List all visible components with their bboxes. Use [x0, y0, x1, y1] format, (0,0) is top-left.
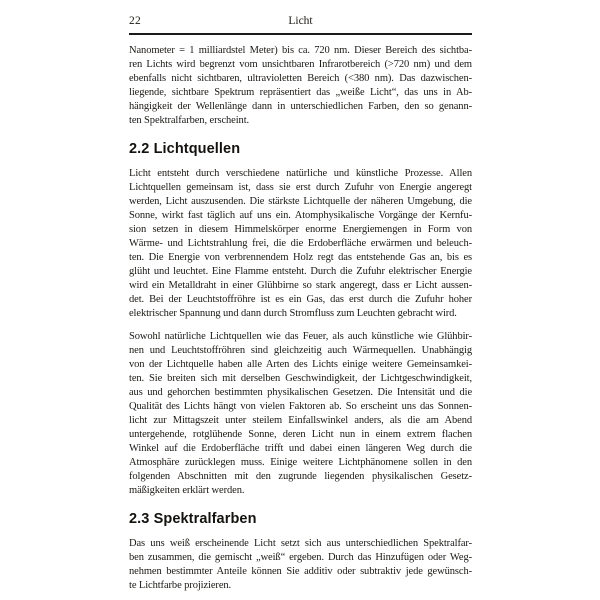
text-line: Sowohl natürliche Lichtquellen wie das Feuer, als auch künstliche wie Glühbir-: [129, 331, 472, 342]
header-rule: [129, 33, 472, 35]
text-line: aus und gehorchen bestimmten physikalischen Gesetzen. Die Intensität und die: [129, 387, 472, 398]
text-line: nehmen bestimmter Anteile können Sie additiv oder subtraktiv jede gewünsch-: [129, 566, 472, 577]
text-line: Wärme- und Lichtstrahlung frei, die die Erdoberfläche erwärmen und beleuch-: [129, 238, 472, 249]
text-line: Nanometer = 1 milliardstel Meter) bis ca. 720 nm. Dieser Bereich des sichtba-: [129, 45, 472, 56]
section-heading-lichtquellen: 2.2 Lichtquellen: [129, 141, 241, 157]
text-line: ren Lichts wird begrenzt vom unsichtbaren Infrarotbereich (>720 nm) und dem: [129, 59, 472, 70]
text-line: Licht entsteht durch verschiedene natürliche und künstliche Prozesse. Allen: [129, 168, 472, 179]
page-number: 22: [129, 15, 142, 27]
text-line: te Lichtfarbe projizieren.: [129, 580, 232, 591]
intro-paragraph: [129, 44, 472, 128]
text-line: ebenfalls nicht sichtbaren, ultravioletten Bereich (<380 nm). Das dazwischen-: [129, 73, 472, 84]
section-heading-spektralfarben: 2.3 Spektralfarben: [129, 511, 257, 527]
text-line: Qualität des Lichts hängt von vielen Faktoren ab. So erscheint uns das Sonnen-: [129, 401, 472, 412]
text-line: Atmosphäre zurücklegen muss. Einige weitere Lichtphänomene sollen in den: [129, 457, 472, 468]
text-line: liegende, sichtbare Spektrum repräsentiert das „weiße Licht“, das uns in Ab-: [129, 87, 472, 98]
text-line: ben zusammen, die gemischt „weiß“ ergeben. Durch das Hinzufügen oder Weg-: [129, 552, 472, 563]
text-line: mäßigkeiten erklärt werden.: [129, 485, 245, 496]
text-line: hängigkeit der Wellenlänge dann in unterschiedlichen Farben, den so genann-: [129, 101, 472, 112]
text-line: Winkel auf die Erdoberfläche trifft und dabei einen längeren Weg durch die: [129, 443, 472, 454]
text-line: licht zur Mittagszeit unter steilem Einfallswinkel anders, als die am Abend: [129, 415, 472, 426]
text-line: glüht und leuchtet. Eine Flamme entsteht. Durch die Zufuhr elektrischer Energie: [129, 266, 472, 277]
text-line: ten Spektralfarben, erscheint.: [129, 115, 250, 126]
text-line: untergehende, rotglühende Sonne, deren Licht nun in einem extrem flachen: [129, 429, 472, 440]
paragraph-lichtquellen-2: [129, 330, 472, 498]
text-column: [129, 15, 472, 593]
text-line: elektrischer Spannung und dann durch Stromfluss zum Leuchten gebracht wird.: [129, 308, 457, 319]
paragraph-spektralfarben-1: [129, 537, 472, 593]
page-header: [129, 15, 472, 33]
text-line: sion setzen in diesem Himmelskörper enorme Energiemengen in Form von: [129, 224, 472, 235]
text-line: Das uns weiß erscheinende Licht setzt sich aus unterschiedlichen Spektralfar-: [129, 538, 472, 549]
text-line: nen und Leuchtstoffröhren sind gleichzeitig auch Wärmequellen. Unabhängig: [129, 345, 472, 356]
running-title: Licht: [288, 15, 313, 27]
text-line: Lichtquellen gemeinsam ist, dass sie erst durch Zufuhr von Energie angeregt: [129, 182, 472, 193]
text-line: det. Bei der Leuchtstoffröhre ist es ein Gas, das erst durch die Zufuhr hoher: [129, 294, 472, 305]
text-line: folgenden Abschnitten mit den zugrunde liegenden physikalischen Gesetz-: [129, 471, 472, 482]
text-line: ten. Die Energie von verbrennendem Holz regt das entstehende Gas an, bis es: [129, 252, 472, 263]
text-line: Sonne, wirkt fast täglich auf uns ein. Atomphysikalische Vorgänge der Kernfu-: [129, 210, 472, 221]
paragraph-lichtquellen-1: [129, 167, 472, 321]
text-line: werden, Licht auszusenden. Die stärkste Lichtquelle der näheren Umgebung, die: [129, 196, 472, 207]
text-line: ten. Sie breiten sich mit derselben Geschwindigkeit, der Lichtgeschwindigkeit,: [129, 373, 472, 384]
text-line: wird ein Metalldraht in einer Glühbirne so stark angeregt, dass er Licht aussen-: [129, 280, 472, 291]
text-line: von der Lichtquelle haben alle Arten des Lichts einige weitere Gemeinsamkei-: [129, 359, 472, 370]
